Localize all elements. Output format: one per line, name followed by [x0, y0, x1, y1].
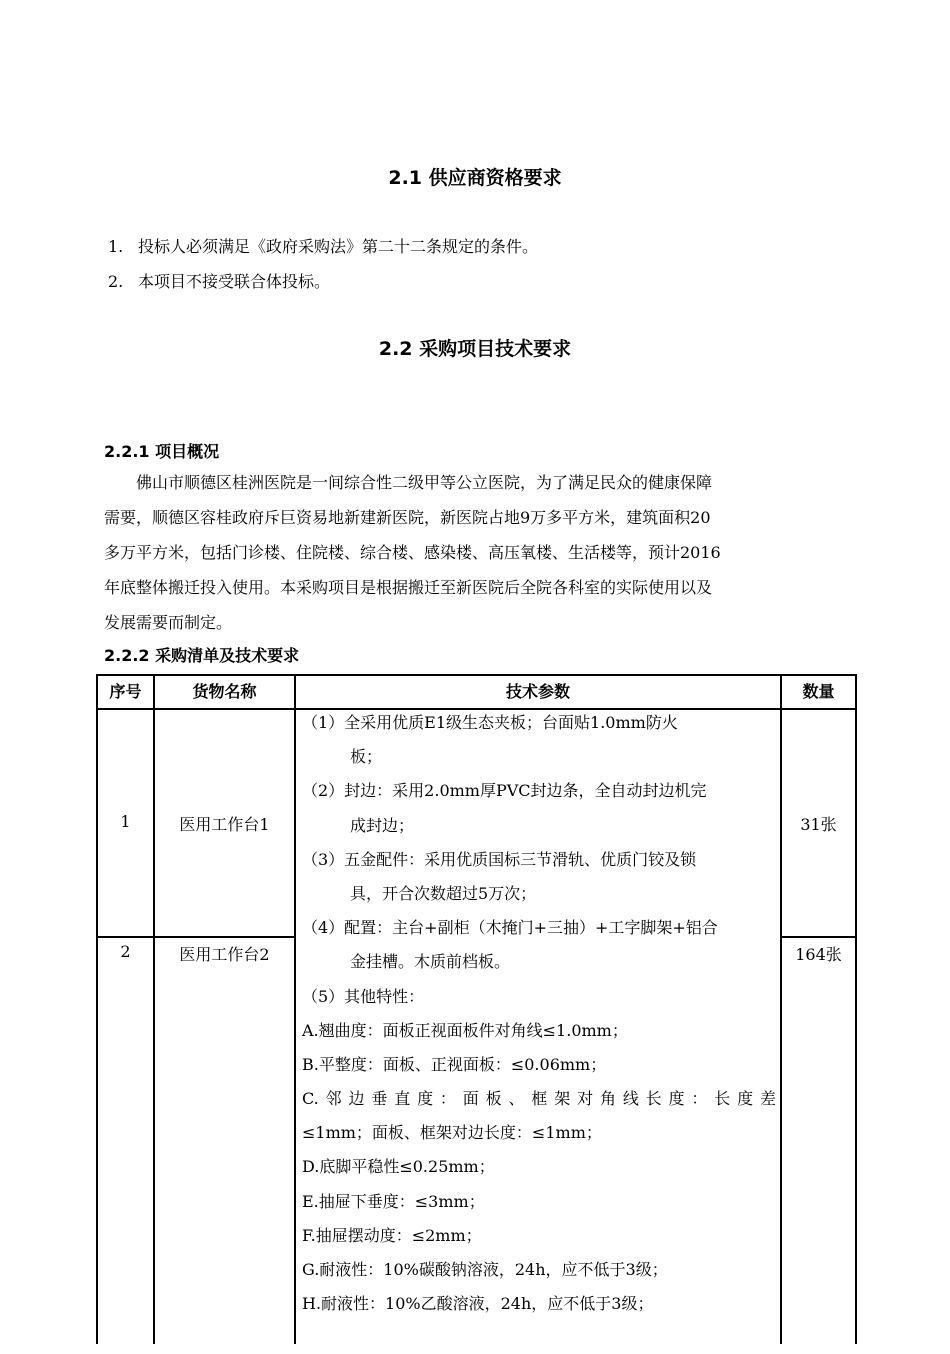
- header-name: 货物名称: [192, 682, 257, 701]
- tech-line: C.邻边垂直度：面板、框架对角线长度：长度差: [302, 1089, 776, 1109]
- header-tech: 技术参数: [505, 682, 570, 701]
- table-border: [294, 674, 296, 1344]
- table-border: [96, 674, 98, 1344]
- table-border: [855, 674, 857, 1344]
- header-seq: 序号: [109, 682, 142, 701]
- tech-line: 成封边；: [350, 815, 415, 835]
- table-border: [153, 674, 155, 1344]
- procurement-list-heading: 2.2.2 采购清单及技术要求: [104, 646, 300, 665]
- tech-line: D.底脚平稳性≤0.25mm；: [302, 1157, 495, 1177]
- paragraph-line: 佛山市顺德区桂洲医院是一间综合性二级甲等公立医院，为了满足民众的健康保障: [136, 473, 713, 492]
- project-overview-heading: 2.2.1 项目概况: [104, 442, 220, 461]
- paragraph-line: 年底整体搬迁投入使用。本采购项目是根据搬迁至新医院后全院各科室的实际使用以及: [104, 578, 713, 597]
- requirement-text: 投标人必须满足《政府采购法》第二十二条规定的条件。: [138, 237, 539, 256]
- tech-line: （4）配置：主台+副柜（木掩门+三抽）+工字脚架+铝合: [302, 918, 718, 938]
- requirement-number: 1.: [108, 237, 124, 256]
- table-border: [780, 936, 857, 938]
- row-2-qty: 164张: [795, 945, 842, 964]
- project-overview-paragraph: [104, 465, 839, 640]
- row-1-seq: 1: [120, 812, 131, 831]
- tech-line: （2）封边：采用2.0mm厚PVC封边条，全自动封边机完: [302, 781, 707, 801]
- table-border: [96, 936, 295, 938]
- tech-line: 金挂槽。木质前档板。: [350, 952, 511, 972]
- paragraph-line: 发展需要而制定。: [104, 613, 233, 632]
- requirement-item: [108, 269, 330, 292]
- row-2-name: 医用工作台2: [179, 945, 270, 964]
- tech-line: （5）其他特性：: [302, 986, 425, 1006]
- tech-line: 具，开合次数超过5万次；: [350, 883, 537, 903]
- section-2-2-title: 2.2 采购项目技术要求: [378, 338, 572, 360]
- tech-line: （1）全采用优质E1级生态夹板；台面贴1.0mm防火: [302, 713, 678, 732]
- table-border: [780, 674, 782, 1344]
- section-2-1-title: 2.1 供应商资格要求: [388, 167, 562, 189]
- requirement-text: 本项目不接受联合体投标。: [138, 272, 331, 291]
- tech-line: E.抽屉下垂度：≤3mm；: [302, 1191, 485, 1211]
- header-qty: 数量: [802, 682, 835, 701]
- row-1-name: 医用工作台1: [179, 815, 270, 834]
- tech-line: G.耐液性：10%碳酸钠溶液，24h，应不低于3级；: [302, 1260, 668, 1279]
- tech-line: H.耐液性：10%乙酸溶液，24h，应不低于3级；: [302, 1294, 654, 1314]
- row-1-qty: 31张: [800, 815, 837, 834]
- tech-line: ≤1mm；面板、框架对边长度：≤1mm；: [302, 1123, 602, 1143]
- requirement-number: 2.: [108, 272, 124, 291]
- technical-parameters: [302, 706, 776, 1321]
- requirement-item: [108, 234, 538, 257]
- paragraph-line: 需要，顺德区容桂政府斥巨资易地新建新医院，新医院占地9万多平方米，建筑面积20: [104, 508, 711, 527]
- tech-line: （3）五金配件：采用优质国标三节滑轨、优质门铰及锁: [302, 849, 697, 869]
- tech-line: B.平整度：面板、正视面板：≤0.06mm；: [302, 1054, 607, 1074]
- tech-line: F.抽屉摆动度：≤2mm；: [302, 1225, 482, 1245]
- tech-line: A.翘曲度：面板正视面板件对角线≤1.0mm；: [302, 1020, 628, 1040]
- row-2-seq: 2: [120, 942, 131, 961]
- tech-line: 板；: [350, 747, 383, 767]
- paragraph-line: 多万平方米，包括门诊楼、住院楼、综合楼、感染楼、高压氧楼、生活楼等，预计2016: [104, 543, 721, 562]
